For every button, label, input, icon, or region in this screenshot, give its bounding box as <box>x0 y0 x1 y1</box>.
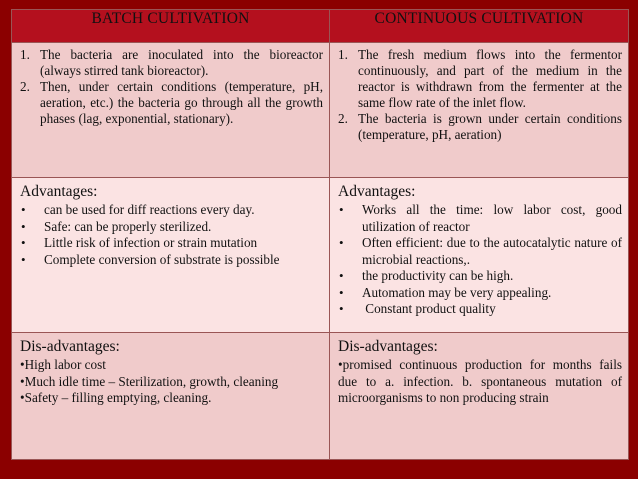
continuous-advantages-cell <box>330 178 629 333</box>
section-title: Advantages: <box>20 183 98 200</box>
list-item: •High labor cost <box>20 357 106 372</box>
list-item: • the productivity can be high. <box>339 268 514 283</box>
batch-disadvantages-cell <box>12 333 330 460</box>
list-item: • Complete conversion of substrate is possible <box>21 251 280 267</box>
list-item: 1. The fresh medium flows into the fermentor continuously, and part of the medium in the reactor is withdrawn from the fermenter at the same flow rate of the inlet flow. <box>338 47 622 110</box>
bullet-icon: • <box>339 301 344 316</box>
bullet-icon: • <box>21 235 26 250</box>
bullet-icon: • <box>339 202 344 217</box>
list-item: •Safety – filling emptying, cleaning. <box>20 390 212 405</box>
list-item: •Much idle time – Sterilization, growth, cleaning <box>20 373 279 389</box>
list-item: 1. The bacteria are inoculated into the bioreactor (always stirred tank bioreactor). <box>20 47 323 78</box>
list-item: • Constant product quality <box>339 301 496 316</box>
bullet-icon: • <box>339 268 344 283</box>
process-row <box>12 43 629 178</box>
comparison-table <box>11 9 629 460</box>
list-item: • can be used for diff reactions every day. <box>21 202 255 217</box>
list-item: • Works all the time: low labor cost, good utilization of reactor <box>339 202 622 234</box>
section-title: Dis-advantages: <box>20 338 120 355</box>
bullet-icon: • <box>339 284 344 300</box>
section-title: Advantages: <box>338 183 416 200</box>
list-item: • Little risk of infection or strain mutation <box>21 235 258 250</box>
continuous-process-cell <box>330 43 629 178</box>
bullet-icon: • <box>339 235 344 250</box>
list-item: • Safe: can be properly sterilized. <box>21 218 212 234</box>
disadvantages-row <box>12 333 629 460</box>
list-item: • Automation may be very appealing. <box>339 284 552 300</box>
continuous-disadvantages-cell <box>330 333 629 460</box>
bullet-icon: • <box>21 251 26 267</box>
section-title: Dis-advantages: <box>338 338 438 355</box>
bullet-icon: • <box>21 218 26 234</box>
header-batch: BATCH CULTIVATION <box>12 10 330 43</box>
list-item: 2. Then, under certain conditions (temperature, pH, aeration, etc.) the bacteria go through all the growth phases (lag, exponential, stationary). <box>20 79 323 126</box>
header-continuous: CONTINUOUS CULTIVATION <box>330 10 629 43</box>
list-item: 2. The bacteria is grown under certain conditions (temperature, pH, aeration) <box>338 111 622 142</box>
list-item: •promised continuous production for months fails due to a. infection. b. spontaneous mutation of microorganisms to non producing strain <box>338 357 622 405</box>
batch-process-cell <box>12 43 330 178</box>
list-item: • Often efficient: due to the autocatalytic nature of microbial reactions,. <box>339 235 622 267</box>
bullet-icon: • <box>21 202 26 217</box>
batch-advantages-cell <box>12 178 330 333</box>
advantages-row <box>12 178 629 333</box>
